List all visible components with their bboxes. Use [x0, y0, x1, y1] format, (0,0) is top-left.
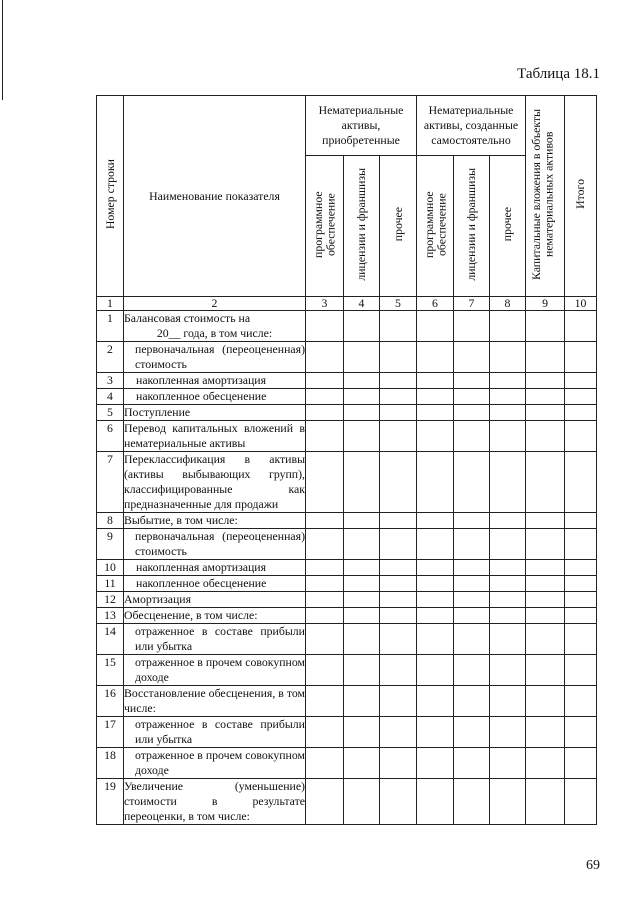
- row-number: 15: [97, 655, 124, 686]
- empty-cell: [306, 405, 344, 421]
- empty-cell: [380, 748, 417, 779]
- empty-cell: [344, 405, 380, 421]
- empty-cell: [490, 452, 526, 513]
- empty-cell: [454, 624, 490, 655]
- empty-cell: [454, 779, 490, 825]
- empty-cell: [417, 624, 454, 655]
- table-row: [97, 748, 597, 779]
- header-licenses-created: лицензии и франшизы: [454, 156, 490, 297]
- empty-cell: [526, 342, 565, 373]
- empty-cell: [344, 513, 380, 529]
- empty-cell: [526, 576, 565, 592]
- empty-cell: [380, 421, 417, 452]
- header-software-created: программное обеспечение: [417, 156, 454, 297]
- row-label: Поступление: [124, 405, 306, 421]
- empty-cell: [417, 405, 454, 421]
- row-number: 5: [97, 405, 124, 421]
- row-label: накопленное обесценение: [124, 576, 306, 592]
- empty-cell: [344, 311, 380, 342]
- row-number: 7: [97, 452, 124, 513]
- table-row: [97, 779, 597, 825]
- table-row: [97, 576, 597, 592]
- empty-cell: [417, 529, 454, 560]
- empty-cell: [526, 389, 565, 405]
- empty-cell: [454, 421, 490, 452]
- empty-cell: [454, 655, 490, 686]
- empty-cell: [306, 686, 344, 717]
- empty-cell: [490, 592, 526, 608]
- empty-cell: [306, 717, 344, 748]
- empty-cell: [306, 748, 344, 779]
- empty-cell: [380, 529, 417, 560]
- empty-cell: [306, 311, 344, 342]
- column-number: 3: [306, 297, 344, 311]
- empty-cell: [454, 529, 490, 560]
- empty-cell: [565, 311, 597, 342]
- column-number: 6: [417, 297, 454, 311]
- empty-cell: [526, 311, 565, 342]
- empty-cell: [344, 686, 380, 717]
- empty-cell: [380, 686, 417, 717]
- table-row: [97, 389, 597, 405]
- header-row-groups: [97, 96, 597, 156]
- table-row: [97, 513, 597, 529]
- empty-cell: [565, 624, 597, 655]
- row-label: Восстановление обесценения, в том числе:: [124, 686, 305, 715]
- empty-cell: [490, 560, 526, 576]
- header-other-created: прочее: [490, 156, 526, 297]
- row-label: отраженное в прочем совокупном доходе: [124, 655, 306, 686]
- empty-cell: [417, 311, 454, 342]
- empty-cell: [380, 373, 417, 389]
- row-number: 19: [97, 779, 124, 825]
- empty-cell: [344, 560, 380, 576]
- empty-cell: [344, 608, 380, 624]
- table-row: [97, 311, 597, 342]
- empty-cell: [417, 592, 454, 608]
- empty-cell: [454, 452, 490, 513]
- empty-cell: [565, 405, 597, 421]
- row-label-line: 20__ года, в том числе:: [156, 326, 273, 340]
- empty-cell: [565, 529, 597, 560]
- empty-cell: [526, 686, 565, 717]
- empty-cell: [417, 452, 454, 513]
- empty-cell: [454, 717, 490, 748]
- table-row: [97, 529, 597, 560]
- empty-cell: [417, 779, 454, 825]
- row-label: Увеличение (уменьшение) стоимости в результате переоценки, в том числе:: [124, 779, 305, 823]
- empty-cell: [344, 576, 380, 592]
- empty-cell: [417, 373, 454, 389]
- empty-cell: [454, 592, 490, 608]
- header-indicator: Наименование показателя: [124, 96, 306, 297]
- empty-cell: [526, 452, 565, 513]
- table-row: [97, 421, 597, 452]
- empty-cell: [306, 529, 344, 560]
- table-row: [97, 624, 597, 655]
- empty-cell: [565, 421, 597, 452]
- empty-cell: [526, 655, 565, 686]
- data-table: [96, 95, 597, 825]
- empty-cell: [490, 421, 526, 452]
- empty-cell: [306, 421, 344, 452]
- column-number: 5: [380, 297, 417, 311]
- empty-cell: [454, 373, 490, 389]
- empty-cell: [306, 560, 344, 576]
- row-label: накопленная амортизация: [124, 560, 306, 576]
- header-acquired-intangibles: Нематериальные активы, приобретенные: [306, 96, 417, 156]
- empty-cell: [490, 717, 526, 748]
- empty-cell: [526, 592, 565, 608]
- empty-cell: [526, 373, 565, 389]
- row-label: первоначальная (переоцененная) стоимость: [124, 342, 306, 373]
- row-number: 1: [97, 311, 124, 342]
- header-created-intangibles: Нематериальные активы, созданные самостоятельно: [417, 96, 526, 156]
- empty-cell: [306, 342, 344, 373]
- empty-cell: [454, 405, 490, 421]
- empty-cell: [490, 342, 526, 373]
- empty-cell: [380, 342, 417, 373]
- empty-cell: [344, 624, 380, 655]
- empty-cell: [565, 686, 597, 717]
- empty-cell: [454, 311, 490, 342]
- empty-cell: [565, 608, 597, 624]
- row-number: 6: [97, 421, 124, 452]
- empty-cell: [306, 608, 344, 624]
- empty-cell: [380, 592, 417, 608]
- empty-cell: [417, 576, 454, 592]
- empty-cell: [344, 452, 380, 513]
- table-row: [97, 560, 597, 576]
- table-row: [97, 608, 597, 624]
- empty-cell: [344, 373, 380, 389]
- empty-cell: [454, 608, 490, 624]
- empty-cell: [306, 624, 344, 655]
- empty-cell: [490, 576, 526, 592]
- empty-cell: [344, 748, 380, 779]
- row-number: 3: [97, 373, 124, 389]
- header-other-acquired: прочее: [380, 156, 417, 297]
- row-label: Амортизация: [124, 592, 306, 608]
- empty-cell: [565, 452, 597, 513]
- empty-cell: [490, 624, 526, 655]
- table-title: Таблица 18.1: [517, 66, 600, 82]
- empty-cell: [306, 592, 344, 608]
- row-number: 8: [97, 513, 124, 529]
- empty-cell: [380, 779, 417, 825]
- empty-cell: [454, 748, 490, 779]
- empty-cell: [526, 560, 565, 576]
- empty-cell: [526, 779, 565, 825]
- header-capital-investments: Капитальные вложения в объекты нематериальных активов: [526, 96, 565, 297]
- empty-cell: [454, 560, 490, 576]
- row-label: отраженное в составе прибыли или убытка: [124, 717, 306, 748]
- empty-cell: [417, 655, 454, 686]
- empty-cell: [490, 373, 526, 389]
- empty-cell: [526, 717, 565, 748]
- empty-cell: [526, 608, 565, 624]
- column-number: 7: [454, 297, 490, 311]
- row-number: 13: [97, 608, 124, 624]
- empty-cell: [490, 529, 526, 560]
- empty-cell: [417, 748, 454, 779]
- row-label: Обесценение, в том числе:: [124, 608, 306, 624]
- empty-cell: [380, 389, 417, 405]
- empty-cell: [565, 779, 597, 825]
- empty-cell: [565, 576, 597, 592]
- empty-cell: [417, 560, 454, 576]
- row-label: Выбытие, в том числе:: [124, 513, 306, 529]
- empty-cell: [454, 513, 490, 529]
- table-row: [97, 405, 597, 421]
- empty-cell: [454, 342, 490, 373]
- empty-cell: [490, 655, 526, 686]
- row-number: 9: [97, 529, 124, 560]
- empty-cell: [565, 560, 597, 576]
- empty-cell: [490, 405, 526, 421]
- row-number: 2: [97, 342, 124, 373]
- empty-cell: [344, 655, 380, 686]
- empty-cell: [565, 513, 597, 529]
- margin-line: [2, 0, 3, 100]
- table-row: [97, 686, 597, 717]
- empty-cell: [490, 389, 526, 405]
- empty-cell: [417, 421, 454, 452]
- empty-cell: [344, 717, 380, 748]
- row-label-line: Балансовая стоимость на: [124, 311, 251, 325]
- empty-cell: [380, 624, 417, 655]
- empty-cell: [380, 717, 417, 748]
- row-number: 16: [97, 686, 124, 717]
- column-number: 1: [97, 297, 124, 311]
- column-number: 9: [526, 297, 565, 311]
- row-label: отраженное в составе прибыли или убытка: [124, 624, 306, 655]
- empty-cell: [490, 608, 526, 624]
- empty-cell: [380, 608, 417, 624]
- empty-cell: [344, 779, 380, 825]
- empty-cell: [417, 389, 454, 405]
- page-number: 69: [586, 858, 600, 873]
- row-label: первоначальная (переоцененная) стоимость: [124, 529, 306, 560]
- column-number: 8: [490, 297, 526, 311]
- empty-cell: [490, 311, 526, 342]
- empty-cell: [344, 421, 380, 452]
- empty-cell: [454, 389, 490, 405]
- empty-cell: [380, 655, 417, 686]
- empty-cell: [526, 421, 565, 452]
- header-total: Итого: [565, 96, 597, 297]
- header-row-number: Номер строки: [97, 96, 124, 297]
- empty-cell: [565, 655, 597, 686]
- row-label: Перевод капитальных вложений в нематериальные активы: [124, 421, 305, 450]
- empty-cell: [306, 576, 344, 592]
- empty-cell: [490, 779, 526, 825]
- header-software-acquired: программное обеспечение: [306, 156, 344, 297]
- column-number: 4: [344, 297, 380, 311]
- empty-cell: [526, 529, 565, 560]
- empty-cell: [526, 513, 565, 529]
- empty-cell: [454, 686, 490, 717]
- empty-cell: [526, 405, 565, 421]
- empty-cell: [490, 686, 526, 717]
- empty-cell: [344, 342, 380, 373]
- row-number: 11: [97, 576, 124, 592]
- row-number: 4: [97, 389, 124, 405]
- column-number: 2: [124, 297, 306, 311]
- row-number: 18: [97, 748, 124, 779]
- empty-cell: [565, 748, 597, 779]
- empty-cell: [454, 576, 490, 592]
- table-row: [97, 655, 597, 686]
- empty-cell: [380, 560, 417, 576]
- empty-cell: [417, 513, 454, 529]
- row-label: отраженное в прочем совокупном доходе: [124, 748, 306, 779]
- empty-cell: [417, 608, 454, 624]
- empty-cell: [306, 779, 344, 825]
- empty-cell: [565, 592, 597, 608]
- empty-cell: [526, 748, 565, 779]
- table-row: [97, 452, 597, 513]
- empty-cell: [380, 513, 417, 529]
- row-label: [124, 311, 306, 342]
- empty-cell: [306, 373, 344, 389]
- row-number: 10: [97, 560, 124, 576]
- table-row: [97, 592, 597, 608]
- empty-cell: [344, 389, 380, 405]
- row-number: 12: [97, 592, 124, 608]
- row-label: накопленная амортизация: [124, 373, 306, 389]
- empty-cell: [565, 342, 597, 373]
- empty-cell: [417, 717, 454, 748]
- row-label: Переклассификация в активы (активы выбывающих групп), классифицированные как предназначенные для продажи: [124, 452, 305, 511]
- empty-cell: [380, 576, 417, 592]
- empty-cell: [565, 717, 597, 748]
- column-number: 10: [565, 297, 597, 311]
- empty-cell: [344, 592, 380, 608]
- empty-cell: [306, 389, 344, 405]
- table-row: [97, 717, 597, 748]
- row-number: 14: [97, 624, 124, 655]
- empty-cell: [380, 405, 417, 421]
- row-number: 17: [97, 717, 124, 748]
- empty-cell: [306, 655, 344, 686]
- table-row: [97, 373, 597, 389]
- row-label: накопленное обесценение: [124, 389, 306, 405]
- empty-cell: [526, 624, 565, 655]
- empty-cell: [417, 686, 454, 717]
- empty-cell: [306, 452, 344, 513]
- empty-cell: [306, 513, 344, 529]
- column-numbers-row: [97, 297, 597, 311]
- empty-cell: [344, 529, 380, 560]
- table-row: [97, 342, 597, 373]
- empty-cell: [490, 748, 526, 779]
- empty-cell: [380, 452, 417, 513]
- empty-cell: [380, 311, 417, 342]
- empty-cell: [565, 389, 597, 405]
- header-licenses-acquired: лицензии и франшизы: [344, 156, 380, 297]
- empty-cell: [490, 513, 526, 529]
- empty-cell: [565, 373, 597, 389]
- empty-cell: [417, 342, 454, 373]
